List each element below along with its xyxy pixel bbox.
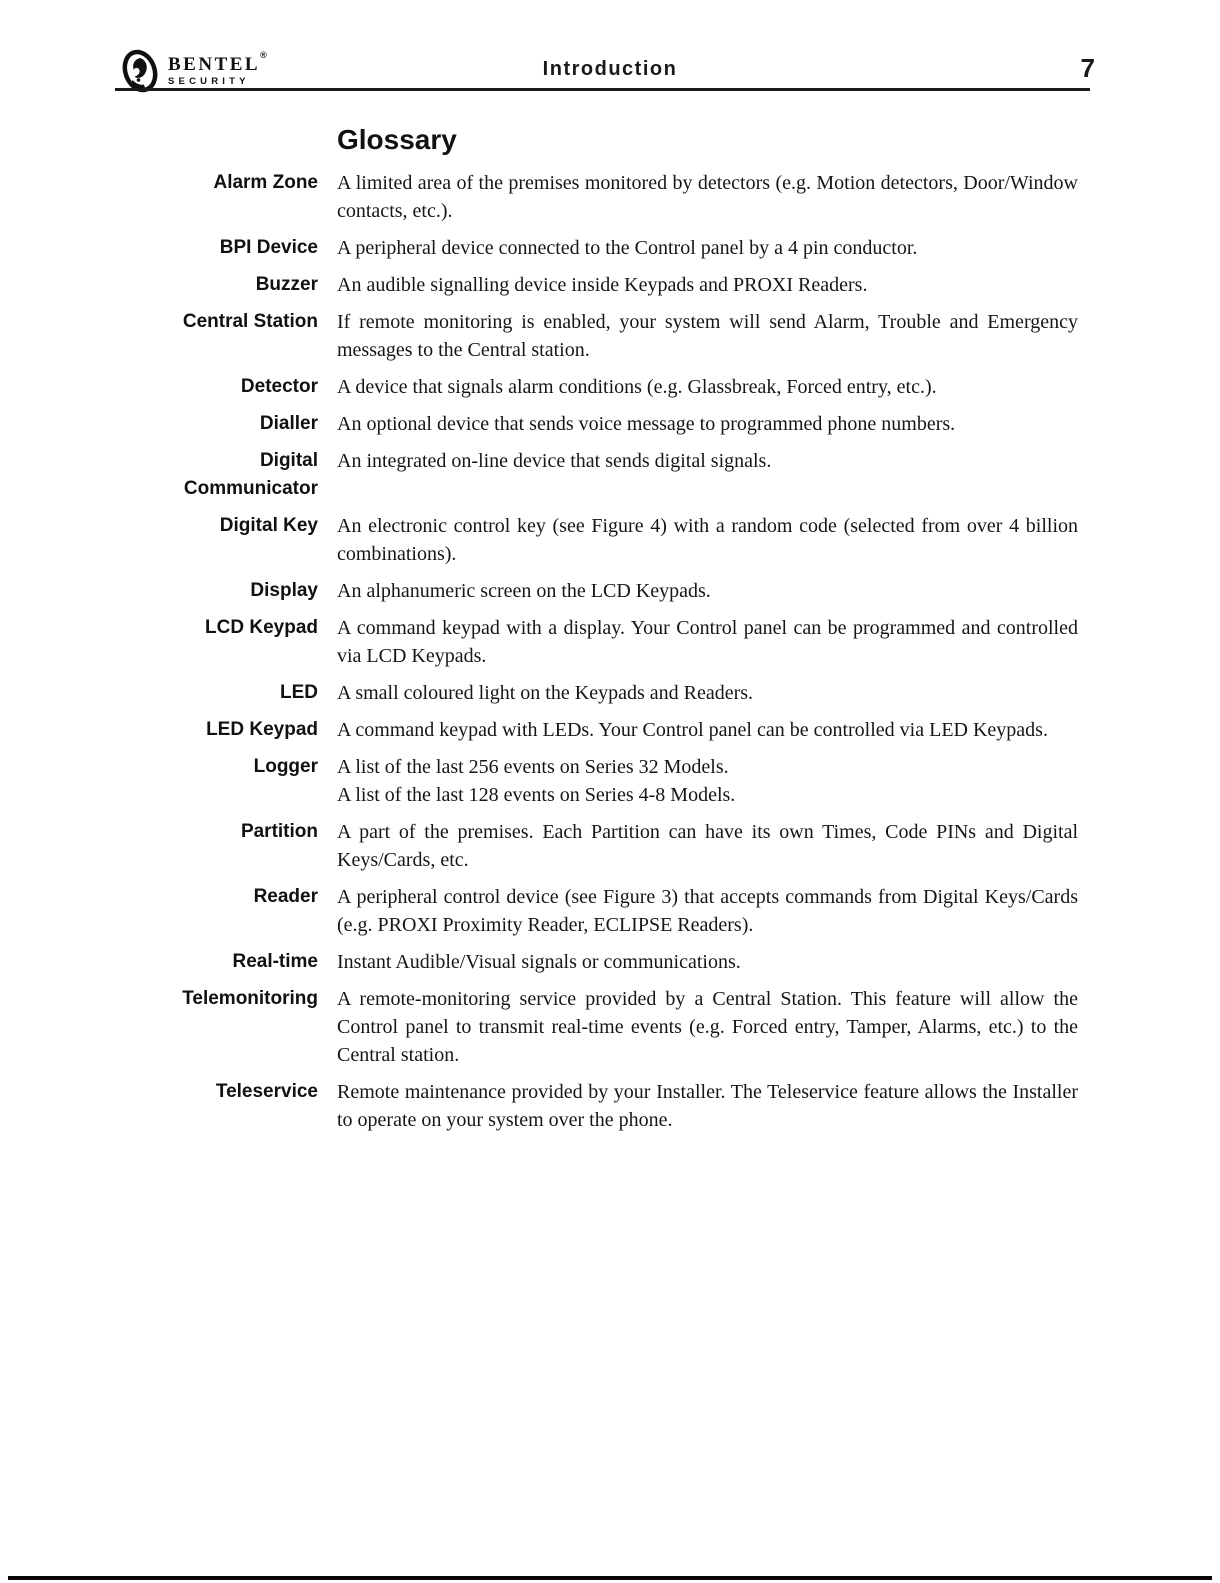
page-bottom-edge — [8, 1576, 1212, 1580]
glossary-entry — [115, 308, 1078, 364]
glossary-definition — [337, 447, 1078, 503]
definition-line: A remote-monitoring service provided by a Central Station. This feature will allow the Control panel to transmit real-time events (e.g. Forced entry, Tamper, Alarms, etc.) to the Central station. — [337, 988, 1078, 1066]
glossary-term: Digital Key — [219, 515, 318, 536]
glossary-entry — [115, 948, 1078, 976]
definition-line: An optional device that sends voice message to programmed phone numbers. — [337, 413, 956, 435]
glossary-definition — [337, 271, 1078, 299]
header-divider — [115, 88, 1090, 91]
glossary-term: Buzzer — [255, 274, 318, 295]
glossary-term: LCD Keypad — [205, 617, 318, 638]
glossary-heading: Glossary — [337, 124, 457, 155]
glossary-definition — [337, 512, 1078, 568]
glossary-definition — [337, 577, 1078, 605]
glossary-definition — [337, 883, 1078, 939]
definition-line: A part of the premises. Each Partition can have its own Times, Code PINs and Digital Keys/Cards, etc. — [337, 821, 1078, 871]
definition-line: A small coloured light on the Keypads and Readers. — [337, 682, 754, 704]
logo-sub-text: SECURITY — [168, 76, 250, 87]
glossary-term: Telemonitoring — [182, 988, 318, 1009]
glossary-term: Reader — [253, 886, 318, 907]
page-header-title: Introduction — [542, 58, 678, 80]
glossary-entry — [115, 614, 1078, 670]
glossary-entry — [115, 169, 1078, 225]
glossary-entry — [115, 410, 1078, 438]
definition-line: Remote maintenance provided by your Installer. The Teleservice feature allows the Installer to operate on your system over the phone. — [337, 1081, 1078, 1131]
glossary-definition — [337, 614, 1078, 670]
definition-line: A device that signals alarm conditions (e.g. Glassbreak, Forced entry, etc.). — [337, 376, 937, 398]
glossary-entry — [115, 271, 1078, 299]
glossary-term: Detector — [240, 376, 318, 397]
definition-line: A limited area of the premises monitored by detectors (e.g. Motion detectors, Door/Window contacts, etc.). — [337, 172, 1078, 222]
glossary-definition — [337, 679, 1078, 707]
glossary-definition — [337, 169, 1078, 225]
definition-line: A list of the last 128 events on Series 4-8 Models. — [337, 784, 736, 806]
glossary-entry — [115, 985, 1078, 1069]
logo-brand-text: BENTEL — [168, 54, 261, 75]
glossary-definition — [337, 985, 1078, 1069]
glossary-entry — [115, 373, 1078, 401]
glossary-term: Display — [250, 580, 318, 601]
glossary-definition — [337, 410, 1078, 438]
glossary-entry — [115, 234, 1078, 262]
definition-line: An audible signalling device inside Keypads and PROXI Readers. — [337, 274, 868, 296]
glossary-entry — [115, 883, 1078, 939]
definition-line: An alphanumeric screen on the LCD Keypads. — [337, 580, 711, 602]
glossary-entry — [115, 753, 1078, 809]
glossary-definition — [337, 308, 1078, 364]
glossary-term: Central Station — [182, 311, 318, 332]
glossary-term: Alarm Zone — [213, 172, 318, 193]
definition-line: A peripheral control device (see Figure 3) that accepts commands from Digital Keys/Cards (e.g. PROXI Proximity Reader, ECLIPSE Readers). — [337, 886, 1078, 936]
glossary-term: Dialler — [259, 413, 318, 434]
glossary-term: Teleservice — [215, 1081, 318, 1102]
definition-line: A list of the last 256 events on Series 32 Models. — [337, 756, 729, 778]
definition-line: A command keypad with LEDs. Your Control panel can be controlled via LED Keypads. — [337, 719, 1048, 741]
glossary-term: BPI Device — [219, 237, 318, 258]
glossary-entry — [115, 447, 1078, 503]
glossary-definition — [337, 716, 1078, 744]
glossary-term: Digital Communicator — [183, 450, 318, 499]
glossary-term: LED Keypad — [206, 719, 318, 740]
glossary-entry — [115, 716, 1078, 744]
glossary-definition — [337, 234, 1078, 262]
definition-line: If remote monitoring is enabled, your system will send Alarm, Trouble and Emergency messages to the Central station. — [337, 311, 1078, 361]
glossary-term: Logger — [253, 756, 318, 777]
definition-line: A peripheral device connected to the Control panel by a 4 pin conductor. — [337, 237, 918, 259]
page-number: 7 — [1080, 53, 1095, 83]
glossary-term: LED — [280, 682, 318, 703]
glossary-definition — [337, 1078, 1078, 1134]
glossary-term: Partition — [240, 821, 318, 842]
glossary-definition — [337, 373, 1078, 401]
definition-line: An electronic control key (see Figure 4) with a random code (selected from over 4 billion combinations). — [337, 515, 1078, 565]
glossary-entry — [115, 512, 1078, 568]
glossary-list — [115, 169, 1078, 1143]
definition-line: A command keypad with a display. Your Control panel can be programmed and controlled via LCD Keypads. — [337, 617, 1078, 667]
definition-line: Instant Audible/Visual signals or communications. — [337, 951, 741, 973]
glossary-definition — [337, 818, 1078, 874]
registered-trademark-icon: ® — [260, 50, 267, 60]
glossary-definition — [337, 948, 1078, 976]
glossary-entry — [115, 1078, 1078, 1134]
glossary-entry — [115, 679, 1078, 707]
glossary-definition — [337, 753, 1078, 809]
glossary-entry — [115, 577, 1078, 605]
glossary-term: Real-time — [232, 951, 318, 972]
glossary-entry — [115, 818, 1078, 874]
definition-line: An integrated on-line device that sends digital signals. — [337, 450, 772, 472]
